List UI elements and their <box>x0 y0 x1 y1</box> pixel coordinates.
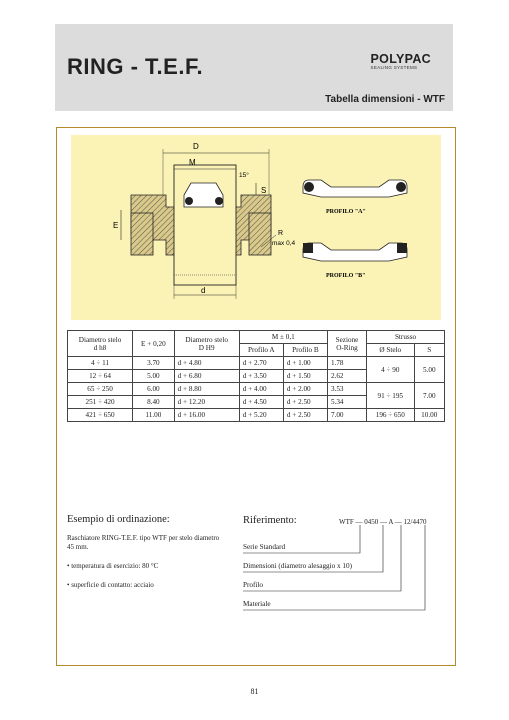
label-D: D <box>193 142 199 151</box>
table-row: 4 ÷ 11 3.70 d + 4.80 d + 2.70 d + 1.00 1.78 4 ÷ 90 5.00 <box>68 357 445 370</box>
page-number: 81 <box>250 687 259 696</box>
dimension-table <box>67 330 445 422</box>
label-M: M <box>189 158 196 167</box>
label-E: E <box>113 221 119 230</box>
th-gap-stem: Ø Stelo <box>367 344 414 357</box>
example-bullet-temperature: • temperatura di esercizio: 80 °C <box>67 562 159 570</box>
th-m: M ± 0,1 <box>239 331 327 344</box>
reference-profile: Profilo <box>243 581 263 589</box>
profile-b-drawing <box>303 243 407 279</box>
reference-heading: Riferimento: <box>243 515 297 526</box>
table-row: 251 ÷ 420 8.40 d + 12.20 d + 4.50 d + 2.50 5.34 <box>68 396 445 409</box>
page-header <box>55 24 453 111</box>
label-R: R <box>278 230 284 237</box>
label-rmax: max 0,4 <box>272 240 296 247</box>
label-profile-b: PROFILO "B" <box>326 273 366 279</box>
reference-code: WTF — 0450 — A — 12/4470 <box>339 518 427 526</box>
th-bore-diameter: Diametro stelo D H9 <box>174 331 239 357</box>
order-example <box>67 515 227 600</box>
drawing-svg <box>71 135 441 320</box>
th-e: E + 0,20 <box>133 331 175 357</box>
section-subtitle: Tabella dimensioni - WTF <box>325 94 445 105</box>
th-oring: Sezione O-Ring <box>327 331 366 357</box>
technical-drawing <box>71 135 441 320</box>
th-gap: Strusso <box>367 331 445 344</box>
profile-a-drawing <box>303 180 407 215</box>
reference-serie: Serie Standard <box>243 543 286 551</box>
reference-material: Materiale <box>243 600 271 608</box>
reference-dimensions: Dimensioni (diametro alesaggio x 10) <box>243 562 352 570</box>
th-s: S <box>414 344 445 357</box>
page-title: RING - T.E.F. <box>67 54 204 79</box>
label-angle: 15° <box>239 172 249 179</box>
content-frame <box>56 127 456 666</box>
table-row: 421 ÷ 650 11.00 d + 16.00 d + 5.20 d + 2.50 7.00 196 ÷ 650 10.00 <box>68 409 445 422</box>
table-row: 65 ÷ 250 6.00 d + 8.80 d + 4.00 d + 2.00 3.53 91 ÷ 195 7.00 <box>68 383 445 396</box>
example-text: Raschiatore RING-T.E.F. tipo WTF per stelo diametro 45 mm. <box>67 534 220 551</box>
label-profile-a: PROFILO "A" <box>326 209 366 215</box>
table-row: 12 ÷ 64 5.00 d + 6.80 d + 3.50 d + 1.50 2.62 <box>68 370 445 383</box>
brand-name: POLYPAC <box>370 52 431 66</box>
label-d: d <box>201 286 206 295</box>
th-profile-a: Profilo A <box>239 344 283 357</box>
example-heading: Esempio di ordinazione: <box>67 514 170 525</box>
th-stem-diameter: Diametro stelo d h8 <box>68 331 133 357</box>
brand-subtitle: SEALING SYSTEMS <box>370 65 418 70</box>
brand-logo <box>371 52 431 70</box>
th-profile-b: Profilo B <box>283 344 327 357</box>
label-S: S <box>261 186 267 195</box>
example-bullet-surface: • superficie di contatto: acciaio <box>67 581 154 589</box>
